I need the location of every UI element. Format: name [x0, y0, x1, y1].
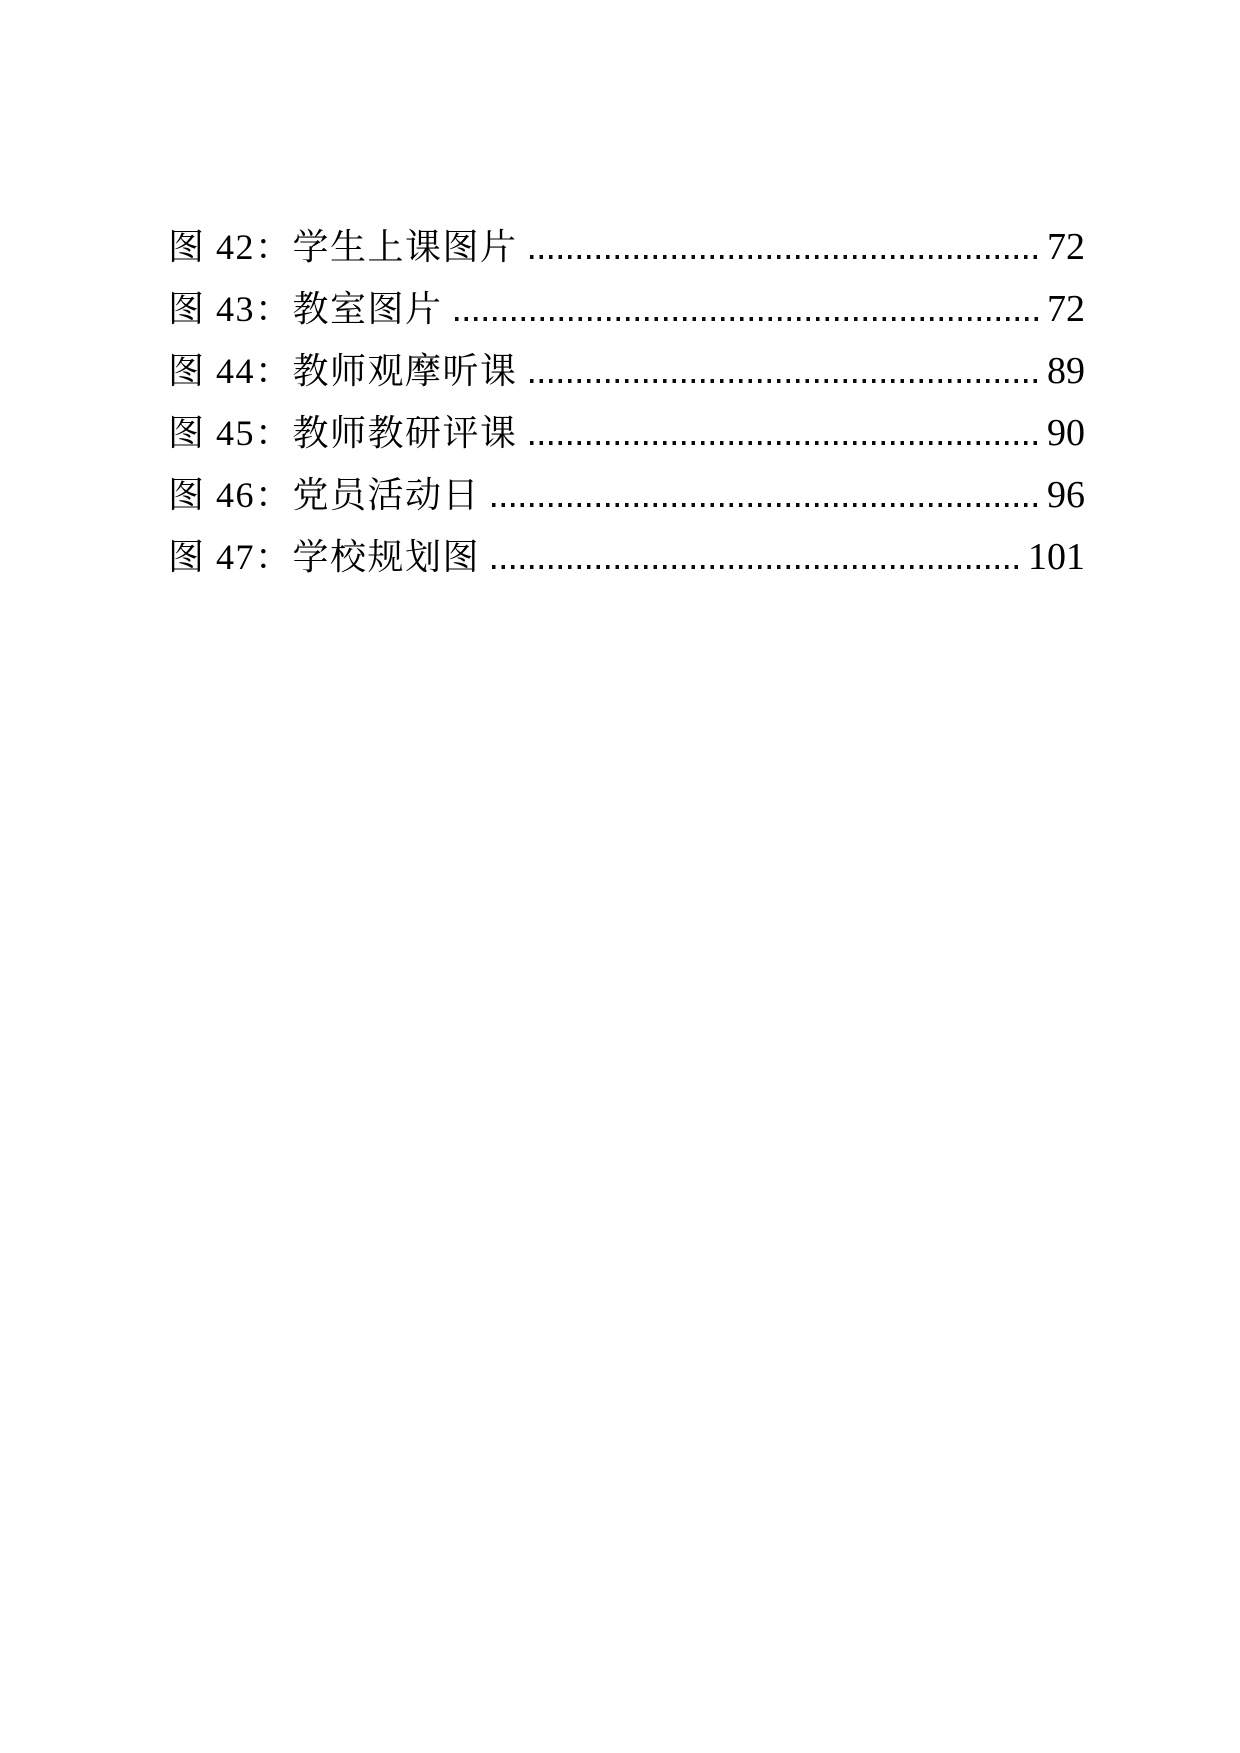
- toc-entry: [168, 454, 1085, 516]
- toc-entry: [168, 392, 1085, 454]
- dot-leader: [530, 379, 1039, 383]
- toc-entry-label: 图 47：学校规划图: [168, 537, 481, 578]
- toc-page-number: 72: [1047, 288, 1085, 331]
- dot-leader: [492, 565, 1020, 569]
- toc-entry: [168, 330, 1085, 392]
- toc-entry: [168, 206, 1085, 268]
- toc-page-number: 72: [1047, 226, 1085, 269]
- toc-entry-label: 图 42：学生上课图片: [168, 227, 518, 268]
- toc-entry-label: 图 43：教室图片: [168, 289, 443, 330]
- toc-entry: [168, 268, 1085, 330]
- toc-page-number: 89: [1047, 350, 1085, 393]
- dot-leader: [455, 317, 1039, 321]
- toc-page-number: 101: [1028, 536, 1085, 579]
- dot-leader: [492, 503, 1039, 507]
- table-of-figures: [168, 206, 1085, 578]
- toc-entry-label: 图 46：党员活动日: [168, 475, 481, 516]
- dot-leader: [530, 441, 1039, 445]
- toc-entry: [168, 516, 1085, 578]
- toc-entry-label: 图 45：教师教研评课: [168, 413, 518, 454]
- dot-leader: [530, 255, 1039, 259]
- toc-page-number: 90: [1047, 412, 1085, 455]
- toc-page-number: 96: [1047, 474, 1085, 517]
- toc-entry-label: 图 44：教师观摩听课: [168, 351, 518, 392]
